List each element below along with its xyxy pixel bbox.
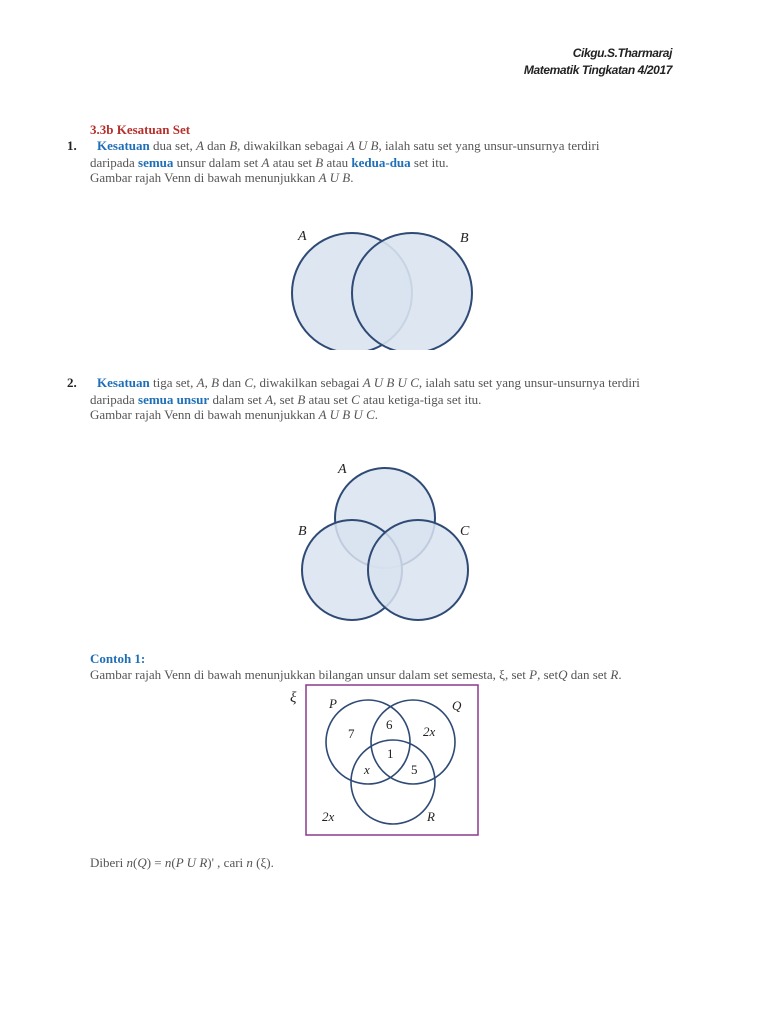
keyword-semua-unsur: semua unsur	[138, 392, 210, 407]
set-b: B	[315, 155, 324, 170]
text: atau ketiga-tiga set itu.	[359, 392, 482, 407]
text: , set	[537, 667, 559, 682]
venn-diagram-example	[285, 680, 485, 840]
sets-a-b: A, B	[196, 375, 220, 390]
header-author: Cikgu.S.Tharmaraj	[572, 46, 672, 60]
text: )' , cari	[207, 855, 247, 870]
set-c: C	[244, 375, 254, 390]
set-a: A	[265, 392, 274, 407]
keyword-semua: semua	[138, 155, 174, 170]
text: , diwakilkan sebagai	[237, 138, 347, 153]
set-r: R	[610, 667, 619, 682]
set-q: Q	[137, 855, 147, 870]
label-a: A	[298, 229, 307, 244]
item-2-line-2	[90, 392, 481, 408]
circle-b	[352, 233, 472, 350]
text: tiga set,	[149, 375, 197, 390]
text: dan	[219, 375, 245, 390]
text: .	[350, 170, 354, 185]
text: , set	[273, 392, 298, 407]
text: Gambar rajah Venn di bawah menunjukkan	[90, 407, 319, 422]
text: Gambar rajah Venn di bawah menunjukkan	[90, 170, 319, 185]
universe-label: ξ	[290, 690, 297, 706]
set-b: B	[229, 138, 238, 153]
union-expression: A U B	[346, 138, 379, 153]
label-c: C	[460, 524, 470, 539]
text: Diberi	[90, 855, 127, 870]
item-1-line-2	[90, 155, 449, 171]
text: dan	[203, 138, 230, 153]
set-c: C	[351, 392, 360, 407]
region-q-only: 2x	[423, 724, 436, 739]
text: daripada	[90, 392, 139, 407]
text: Gambar rajah Venn di bawah menunjukkan bilangan unsur dalam set semesta,	[90, 667, 500, 682]
given-statement	[90, 855, 274, 871]
region-pqr: 1	[387, 746, 394, 761]
text: .	[618, 667, 622, 682]
section-title: 3.3b Kesatuan Set	[90, 122, 191, 137]
item-1-line-3	[90, 170, 353, 186]
example-title: Contoh 1:	[90, 651, 146, 666]
text: , ialah satu set yang unsur-unsurnya terdiri	[418, 375, 640, 390]
item-1-number: 1.	[67, 138, 77, 153]
label-b: B	[460, 231, 469, 246]
text: (	[132, 855, 138, 870]
text: atau	[323, 155, 352, 170]
text: .	[374, 407, 378, 422]
set-a: A	[261, 155, 270, 170]
item-2-number: 2.	[67, 375, 77, 390]
text: atau set	[305, 392, 352, 407]
item-2-line-1	[97, 375, 640, 391]
set-p: P	[529, 667, 538, 682]
text: dan set	[567, 667, 611, 682]
label-p: P	[329, 696, 337, 711]
union-expression: A U B	[318, 170, 351, 185]
label-b: B	[298, 524, 307, 539]
text: (	[171, 855, 176, 870]
circle-c	[368, 520, 468, 620]
text: unsur dalam set	[173, 155, 262, 170]
xi-symbol: ξ	[499, 667, 505, 682]
union-expression: A U B U C	[362, 375, 419, 390]
region-qr: 5	[411, 762, 418, 777]
text: , ialah satu set yang unsur-unsurnya terdiri	[378, 138, 600, 153]
header-subject: Matematik Tingkatan 4/2017	[523, 63, 672, 77]
n-symbol: n	[164, 855, 172, 870]
venn-diagram-a-union-b-union-c	[290, 455, 490, 635]
item-2-line-3	[90, 407, 378, 423]
set-a: A	[195, 138, 204, 153]
text: dua set,	[149, 138, 196, 153]
union-expression: A U B U C	[318, 407, 375, 422]
label-q: Q	[452, 698, 462, 713]
text: dalam set	[209, 392, 266, 407]
text: atau set	[269, 155, 316, 170]
keyword-kesatuan: Kesatuan	[97, 375, 150, 390]
text: ) =	[146, 855, 165, 870]
text: , diwakilkan sebagai	[253, 375, 363, 390]
keyword-kedua-dua: kedua-dua	[351, 155, 411, 170]
region-pq: 6	[386, 717, 393, 732]
set-b: B	[297, 392, 306, 407]
n-symbol: n	[126, 855, 133, 870]
region-outside: 2x	[322, 809, 335, 824]
text: daripada	[90, 155, 139, 170]
keyword-kesatuan: Kesatuan	[97, 138, 150, 153]
text: set itu.	[410, 155, 449, 170]
set-q: Q	[558, 667, 568, 682]
region-pr: x	[364, 762, 370, 777]
label-a: A	[338, 462, 347, 477]
p-union-r: P U R	[175, 855, 208, 870]
item-1-line-1	[97, 138, 599, 154]
n-symbol: n	[246, 855, 253, 870]
venn-diagram-a-union-b	[270, 220, 500, 350]
label-r: R	[427, 809, 435, 824]
text: , set	[504, 667, 530, 682]
region-p-only: 7	[348, 726, 355, 741]
text: (ξ).	[252, 855, 274, 870]
